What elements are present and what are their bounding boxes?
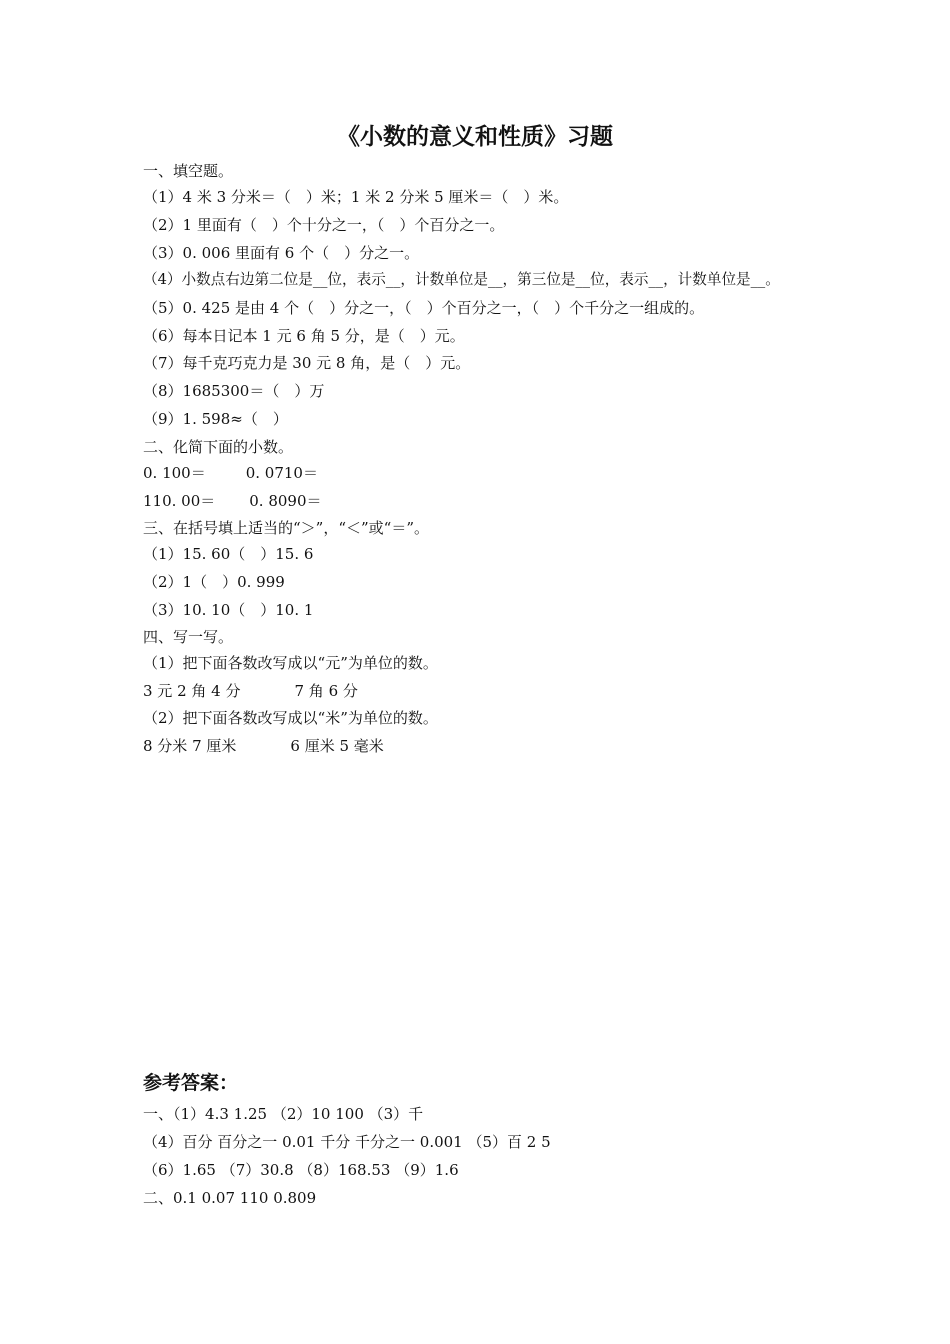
- question-3-2: （2）1（ ）0. 999: [143, 573, 285, 591]
- section-heading-simplify: 二、化简下面的小数。: [143, 438, 294, 456]
- write-row-1: [143, 681, 358, 701]
- answer-line-1: 一、（1）4.3 1.25 （2）10 100 （3）千: [143, 1105, 424, 1123]
- write-item: 7 角 6 分: [294, 682, 358, 700]
- question-1-3: （3）0. 006 里面有 6 个（ ）分之一。: [143, 244, 420, 262]
- simplify-row-2: [143, 491, 322, 511]
- question-1-7: （7）每千克巧克力是 30 元 8 角，是（ ）元。: [143, 354, 471, 372]
- question-1-2: （2）1 里面有（ ）个十分之一，（ ）个百分之一。: [143, 216, 505, 234]
- section-heading-write: 四、写一写。: [143, 628, 234, 646]
- section-heading-fill-blanks: 一、填空题。: [143, 162, 234, 180]
- simplify-item: 0. 8090＝: [249, 492, 322, 510]
- question-1-5: （5）0. 425 是由 4 个（ ）分之一，（ ）个百分之一，（ ）个千分之一组成的。: [143, 299, 705, 317]
- question-4-2: （2）把下面各数改写成以“米”为单位的数。: [143, 709, 438, 727]
- answer-line-2: （4）百分 百分之一 0.01 千分 千分之一 0.001 （5）百 2 5: [143, 1133, 551, 1151]
- write-item: 3 元 2 角 4 分: [143, 682, 241, 700]
- section-heading-compare: 三、在括号填上适当的“＞”，“＜”或“＝”。: [143, 519, 430, 537]
- answers-heading: 参考答案：: [143, 1072, 239, 1094]
- question-3-3: （3）10. 10（ ）10. 1: [143, 601, 314, 619]
- question-1-4: （4）小数点右边第二位是__位，表示__，计数单位是__，第三位是__位，表示__，计数单位是__。: [143, 271, 780, 288]
- page-title: 《小数的意义和性质》习题: [337, 124, 613, 150]
- write-item: 8 分米 7 厘米: [143, 737, 237, 755]
- write-item: 6 厘米 5 毫米: [290, 737, 384, 755]
- answer-line-4: 二、0.1 0.07 110 0.809: [143, 1189, 317, 1207]
- answer-line-3: （6）1.65 （7）30.8 （8）168.53 （9）1.6: [143, 1161, 459, 1179]
- write-row-2: [143, 736, 384, 756]
- question-1-6: （6）每本日记本 1 元 6 角 5 分，是（ ）元。: [143, 327, 465, 345]
- question-4-1: （1）把下面各数改写成以“元”为单位的数。: [143, 654, 438, 672]
- simplify-item: 110. 00＝: [143, 492, 216, 510]
- simplify-item: 0. 0710＝: [245, 464, 318, 482]
- question-1-8: （8）1685300＝（ ）万: [143, 382, 325, 400]
- simplify-row-1: [143, 463, 318, 483]
- question-3-1: （1）15. 60（ ）15. 6: [143, 545, 314, 563]
- simplify-item: 0. 100＝: [143, 464, 206, 482]
- question-1-1: （1）4 米 3 分米＝（ ）米；1 米 2 分米 5 厘米＝（ ）米。: [143, 188, 569, 206]
- question-1-9: （9）1. 598≈（ ）: [143, 410, 288, 428]
